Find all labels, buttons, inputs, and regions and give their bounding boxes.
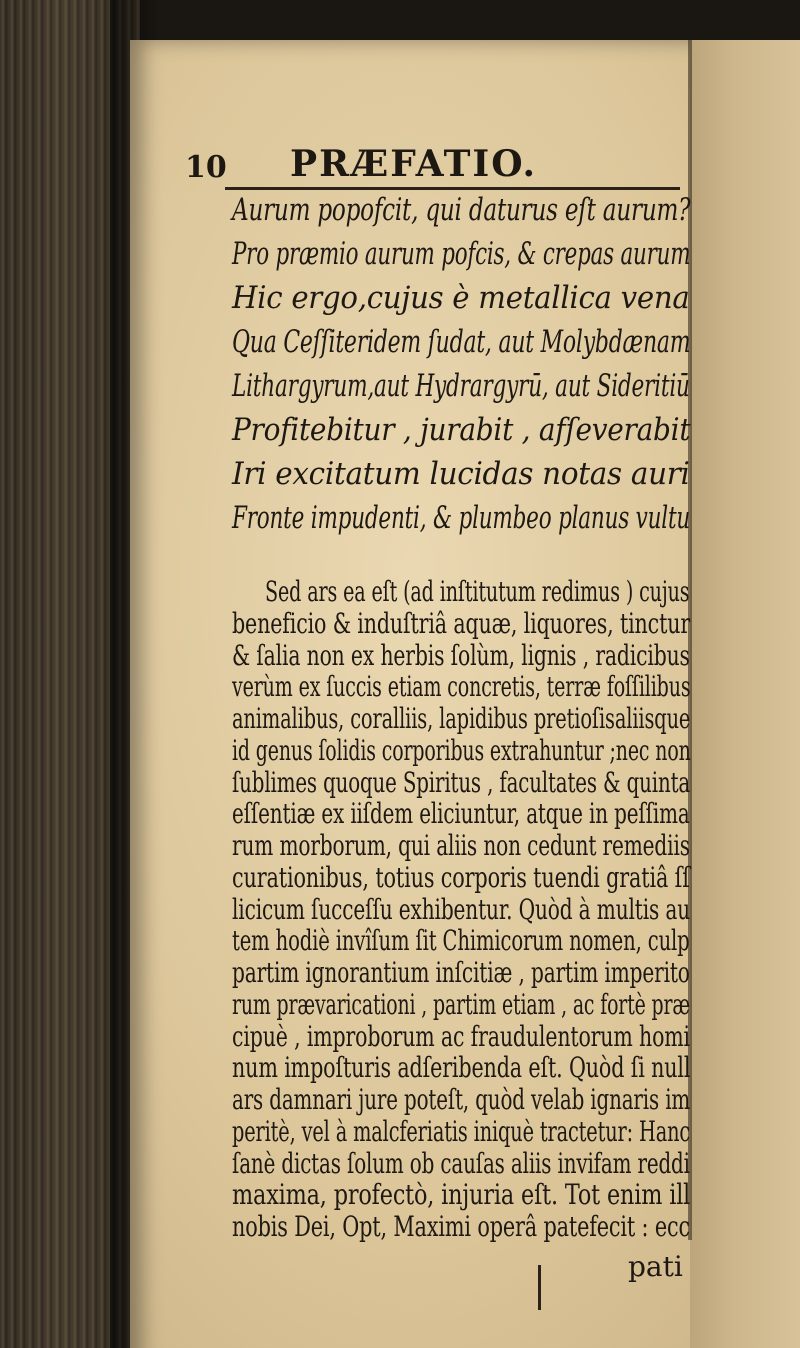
prose-line: id genus ſolidis corporibus extrahuntur ;nec non: [232, 733, 691, 767]
verse-line: Aurum popofcit, qui daturus eſt aurum?: [232, 192, 691, 228]
catchword: pati: [628, 1250, 683, 1283]
prose-line: rum prævaricationi , partim etiam , ac fortè præ: [232, 987, 690, 1021]
verse-line: Iri excitatum lucidas notas auri: [232, 456, 690, 492]
prose-line: verùm ex ſuccis etiam concretis, terræ foſſilibus: [232, 670, 691, 704]
prose-line: animalibus, coralliis, lapidibus pretioſisaliisque: [232, 702, 691, 735]
prose-line: curationibus, totius corporis tuendi gratiâ ſſ: [232, 860, 690, 894]
verse-line: Hic ergo,cujus è metallica vena: [232, 280, 690, 316]
verse-line: Fronte impudenti, & plumbeo planus vultu: [232, 500, 691, 536]
header-rule: [225, 187, 680, 190]
verse-line: Lithargyrum,aut Hydrargyrū, aut Sideritiū: [232, 368, 690, 404]
prose-line: Sed ars ea eſt (ad inſtitutum redimus ) cujus: [265, 575, 690, 608]
prose-line: nobis Dei, Opt, Maximi operâ patefecit : ecc: [232, 1210, 690, 1243]
prose-line: num impoſturis adſeribenda eſt. Quòd ſi null: [232, 1051, 691, 1085]
prose-line: maxima, profectò, injuria eſt. Tot enim ill: [232, 1178, 691, 1212]
prose-line: ſanè dictas ſolum ob cauſas aliis invifam reddi: [232, 1146, 690, 1180]
prose-line: rum morborum, qui aliis non cedunt remediis: [232, 829, 690, 862]
prose-line: licicum ſucceſſu exhibentur. Quòd à multis au: [232, 892, 691, 926]
prose-line: peritè, vel à malcferiatis iniquè tractetur: Hanc: [232, 1114, 691, 1148]
page-number: 10: [185, 150, 227, 185]
verse-line: Qua Ceſſiteridem ſudat, aut Molybdænam: [232, 324, 691, 360]
running-title: PRÆFATIO.: [290, 143, 538, 185]
prose-line: tem hodiè invîſum ſit Chimicorum nomen, culp: [232, 924, 690, 958]
verse-line: Profitebitur , jurabit , afſeverabit: [232, 412, 691, 448]
prose-line: ars damnari jure poteſt, quòd velab ignaris im: [232, 1083, 691, 1116]
verse-line: Pro præmio aurum pofcis, & crepas aurum: [232, 236, 691, 272]
prose-line: beneficio & induſtriâ aquæ, liquores, tinctur: [232, 606, 691, 640]
prose-line: & ſalia non ex herbis ſolùm, lignis , radicibus: [232, 638, 690, 672]
prose-line: partim ignorantium inſcitiæ , partim imperito: [232, 956, 690, 989]
adjacent-page-edge: [690, 40, 800, 1348]
prose-line: eſſentiæ ex iiſdem eliciuntur, atque in peſſima: [232, 797, 690, 831]
binding-thread: [538, 1265, 541, 1310]
prose-line: cipuè , improborum ac fraudulentorum homi: [232, 1019, 690, 1053]
prose-line: ſublimes quoque Spiritus , facultates & quinta: [232, 765, 691, 799]
